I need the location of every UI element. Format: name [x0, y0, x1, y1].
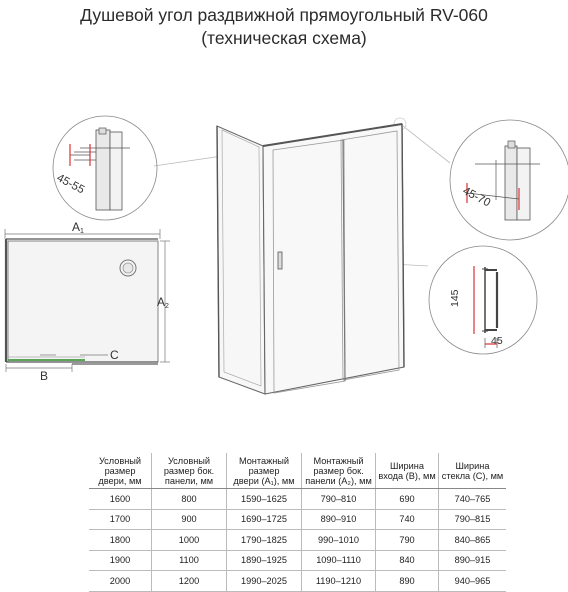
dim-label-a2-sub: 2	[165, 303, 169, 310]
profile-detail-right	[450, 120, 568, 240]
col-header-door-mount: Монтажный размер двери (A₁), мм	[227, 453, 302, 489]
dim-label-b: B	[40, 369, 49, 383]
table-cell: 890–910	[302, 509, 376, 530]
col-header-entry-width: Ширина входа (B), мм	[376, 453, 439, 489]
dim-label-c: C	[110, 348, 119, 362]
table-cell: 1100	[152, 550, 227, 571]
col-header-panel-size: Условный размер бок. панели, мм	[152, 453, 227, 489]
col-header-door-size: Условный размер двери, мм	[89, 453, 152, 489]
handle-height-label: 145	[449, 289, 461, 307]
col-header-panel-mount: Монтажный размер бок. панели (A₂), мм	[302, 453, 376, 489]
dim-label-45-70: 45-70	[460, 185, 493, 210]
table-row	[89, 489, 506, 510]
table-cell: 790–815	[439, 509, 507, 530]
table-cell: 840–865	[439, 530, 507, 551]
table-cell: 1090–1110	[302, 550, 376, 571]
table-cell: 1890–1925	[227, 550, 302, 571]
page-title: Душевой угол раздвижной прямоугольный RV-060	[80, 5, 488, 25]
table-cell: 740–765	[439, 489, 507, 510]
table-cell: 740	[376, 509, 439, 530]
table-row	[89, 509, 506, 530]
table-cell: 890–915	[439, 550, 507, 571]
handle-width-label: 45	[491, 335, 503, 347]
page-subtitle: (техническая схема)	[201, 28, 367, 48]
table-cell: 1900	[89, 550, 152, 571]
table-cell: 790–810	[302, 489, 376, 510]
table-row	[89, 550, 506, 571]
dim-label-45-55: 45-55	[54, 172, 87, 197]
shower-enclosure-view	[217, 124, 404, 394]
table-cell: 1690–1725	[227, 509, 302, 530]
table-cell: 1990–2025	[227, 571, 302, 592]
handle-detail	[429, 246, 537, 354]
table-cell: 1800	[89, 530, 152, 551]
leader-line-right	[403, 126, 450, 163]
table-cell: 1000	[152, 530, 227, 551]
table-cell: 2000	[89, 571, 152, 592]
table-cell: 1790–1825	[227, 530, 302, 551]
table-cell: 840	[376, 550, 439, 571]
col-header-glass-width: Ширина стекла (C), мм	[439, 453, 507, 489]
table-cell: 1200	[152, 571, 227, 592]
dim-label-a1-sub: 1	[80, 228, 84, 235]
profile-detail-left	[53, 116, 157, 220]
table-cell: 790	[376, 530, 439, 551]
table-cell: 1190–1210	[302, 571, 376, 592]
table-header-row	[89, 453, 506, 489]
plan-view	[5, 220, 170, 383]
table-cell: 690	[376, 489, 439, 510]
table-cell: 1590–1625	[227, 489, 302, 510]
table-cell: 900	[152, 509, 227, 530]
table-row	[89, 530, 506, 551]
dim-label-a2: A	[157, 295, 166, 309]
table-cell: 1600	[89, 489, 152, 510]
door-handle	[278, 252, 282, 269]
dim-label-a1: A	[72, 220, 81, 234]
table-cell: 800	[152, 489, 227, 510]
table-cell: 990–1010	[302, 530, 376, 551]
table-cell: 890	[376, 571, 439, 592]
table-row	[89, 571, 506, 592]
table-cell: 1700	[89, 509, 152, 530]
spec-table	[89, 453, 506, 592]
table-cell: 940–965	[439, 571, 507, 592]
